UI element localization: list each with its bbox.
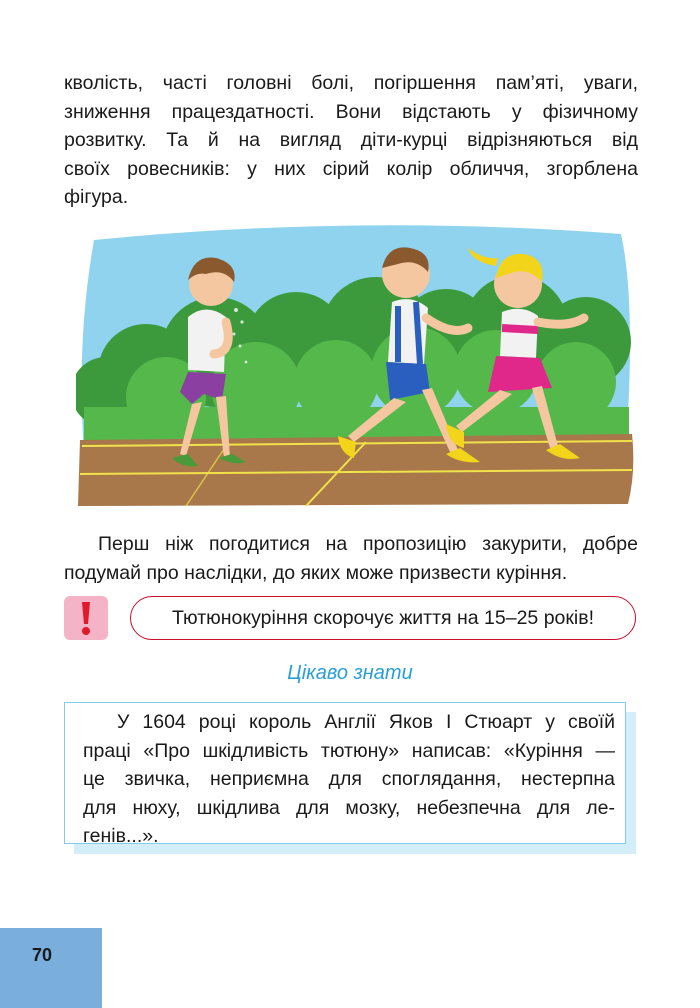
paragraph-line: фігура. — [64, 186, 129, 208]
exclamation-icon — [64, 596, 108, 640]
fact-line: це звичка, неприємна для споглядання, нестерпна — [83, 768, 615, 790]
fact-line: генів...». — [83, 825, 159, 847]
fact-line: У 1604 році король Англії Яков І Стюарт у своїй — [117, 711, 615, 733]
fact-title: Цікаво знати — [287, 662, 413, 684]
top-paragraph — [64, 69, 638, 212]
paragraph-line: своїх ровесників: у них сірий колір обличчя, згорблена — [64, 157, 638, 180]
fact-text — [83, 708, 615, 851]
warning-text: Тютюнокуріння скорочує життя на 15–25 років! — [171, 606, 595, 629]
paragraph-line: розвитку. Та й на вигляд діти-курці відрізняються від — [64, 129, 638, 151]
middle-paragraph — [64, 530, 638, 587]
page-number: 70 — [32, 945, 53, 965]
paragraph-line: подумай про наслідки, до яких може призвести куріння. — [64, 561, 568, 584]
running-children-illustration — [76, 222, 638, 512]
fact-line: для нюху, шкідлива для мозку, небезпечна для ле- — [83, 796, 615, 819]
fact-line: праці «Про шкідливість тютюну» написав: «Куріння — — [83, 739, 615, 762]
warning-box — [130, 596, 636, 640]
page-number-tab — [0, 928, 102, 1008]
paragraph-line: зниження працездатності. Вони відстають у фізичному — [64, 100, 638, 123]
paragraph-line: кволість, часті головні болі, погіршення пам’яті, уваги, — [64, 72, 638, 94]
paragraph-line: Перш ніж погодитися на пропозицію закурити, добре — [98, 533, 638, 555]
